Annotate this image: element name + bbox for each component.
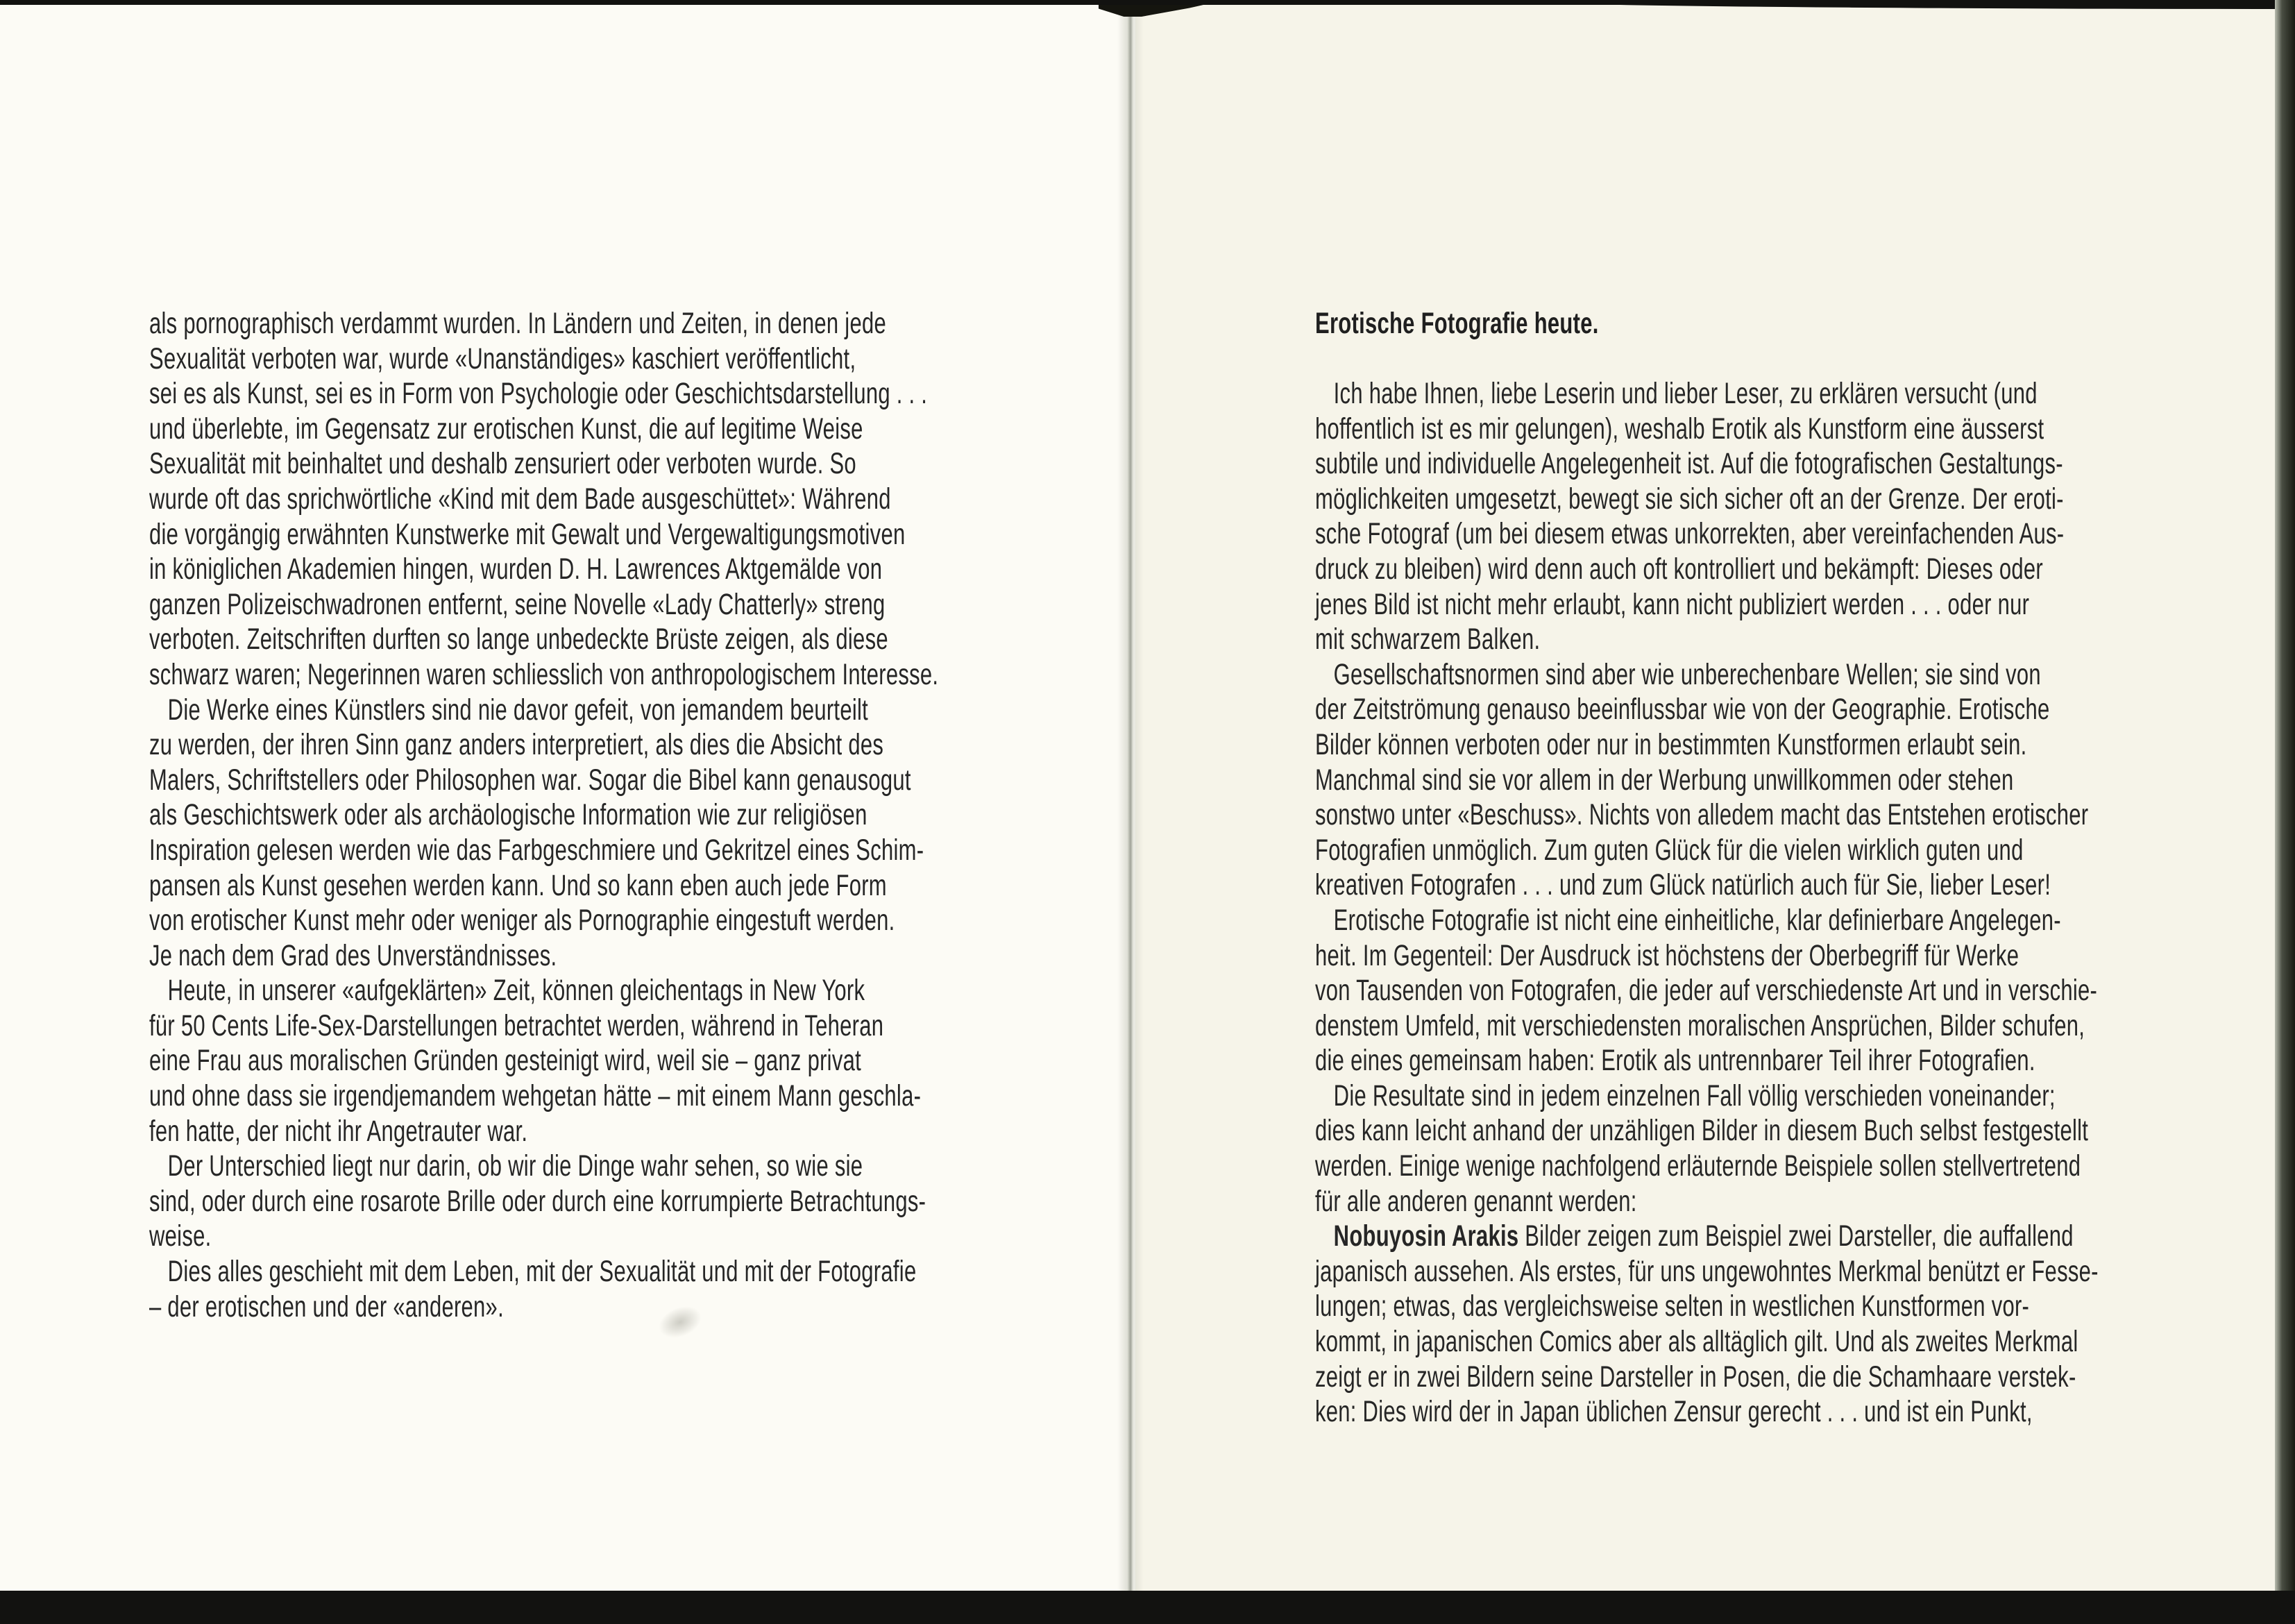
page-heading: Erotische Fotografie heute. [1315, 307, 1599, 340]
text-line: Heute, in unserer «aufgeklärten» Zeit, können gleichentags in New York [149, 974, 865, 1008]
scan-edge-right [2275, 0, 2295, 1624]
text-line: Der Unterschied liegt nur darin, ob wir die Dinge wahr sehen, so wie sie [149, 1149, 863, 1183]
text-line: Fotografien unmöglich. Zum guten Glück für die vielen wirklich guten und [1315, 833, 2024, 867]
text-line: ken: Dies wird der in Japan üblichen Zensur gerecht . . . und ist ein Punkt, [1315, 1395, 2033, 1429]
text-line: werden. Einige wenige nachfolgend erläuternde Beispiele sollen stellvertretend [1315, 1149, 2081, 1183]
text-line: Die Resultate sind in jedem einzelnen Fall völlig verschieden voneinander; [1315, 1079, 2056, 1113]
text-line: möglichkeiten umgesetzt, bewegt sie sich sicher oft an der Grenze. Der eroti- [1315, 482, 2064, 516]
text-line: als pornographisch verdammt wurden. In Ländern und Zeiten, in denen jede [149, 307, 886, 340]
text-line: die vorgängig erwähnten Kunstwerke mit Gewalt und Vergewaltigungsmotiven [149, 517, 906, 551]
text-line: der Zeitströmung genauso beeinflussbar wie von der Geographie. Erotische [1315, 693, 2050, 727]
text-line: Sexualität verboten war, wurde «Unanständiges» kaschiert veröffentlicht, [149, 341, 856, 375]
text-line: eine Frau aus moralischen Gründen gesteinigt wird, weil sie – ganz privat [149, 1044, 862, 1078]
text-line: sei es als Kunst, sei es in Form von Psychologie oder Geschichtsdarstellung . . . [149, 377, 928, 411]
scan-edge-bottom [0, 1591, 2295, 1624]
text-line: und überlebte, im Gegensatz zur erotischen Kunst, die auf legitime Weise [149, 412, 863, 446]
text-line: Gesellschaftsnormen sind aber wie unberechenbare Wellen; sie sind von [1315, 657, 2041, 691]
text-line: zeigt er in zwei Bildern seine Darsteller in Posen, die die Schamhaare verstek- [1315, 1360, 2076, 1394]
text-line: sind, oder durch eine rosarote Brille oder durch eine korrumpierte Betrachtungs- [149, 1184, 926, 1218]
text-line: schwarz waren; Negerinnen waren schliesslich von anthropologischem Interesse. [149, 657, 939, 691]
text-line: Die Werke eines Künstlers sind nie davor gefeit, von jemandem beurteilt [149, 693, 869, 727]
text-line: für 50 Cents Life-Sex-Darstellungen betrachtet werden, während in Teheran [149, 1008, 884, 1042]
text-line: kommt, in japanischen Comics aber als alltäglich gilt. Und als zweites Merkmal [1315, 1325, 2078, 1359]
text-line: von Tausenden von Fotografen, die jeder auf verschiedenste Art und in verschie- [1315, 974, 2098, 1008]
text-line: Sexualität mit beinhaltet und deshalb zensuriert oder verboten wurde. So [149, 447, 856, 481]
text-line: lungen; etwas, das vergleichsweise selten in westlichen Kunstformen vor- [1315, 1289, 2030, 1323]
text-line: mit schwarzem Balken. [1315, 623, 1541, 657]
text-line: druck zu bleiben) wird denn auch oft kontrolliert und bekämpft: Dieses oder [1315, 552, 2043, 586]
right-page-body [1315, 376, 2099, 1430]
text-line: Bilder können verboten oder nur in bestimmten Kunstformen erlaubt sein. [1315, 727, 2027, 761]
text-line: Erotische Fotografie ist nicht eine einheitliche, klar definierbare Angelegen- [1315, 903, 2061, 937]
text-line: subtile und individuelle Angelegenheit ist. Auf die fotografischen Gestaltungs- [1315, 447, 2063, 481]
text-line: – der erotischen und der «anderen». [149, 1289, 504, 1323]
text-line: als Geschichtswerk oder als archäologische Information wie zur religiösen [149, 798, 867, 832]
text-line: verboten. Zeitschriften durften so lange unbedeckte Brüste zeigen, als diese [149, 623, 888, 657]
text-line: weise. [149, 1219, 212, 1253]
text-line: dies kann leicht anhand der unzähligen Bilder in diesem Buch selbst festgestellt [1315, 1114, 2089, 1148]
text-line: Malers, Schriftstellers oder Philosophen war. Sogar die Bibel kann genausogut [149, 763, 911, 797]
text-line: Inspiration gelesen werden wie das Farbgeschmiere und Gekritzel eines Schim- [149, 833, 924, 867]
text-line: Dies alles geschieht mit dem Leben, mit der Sexualität und mit der Fotografie [149, 1255, 917, 1289]
text-line: Manchmal sind sie vor allem in der Werbung unwillkommen oder stehen [1315, 763, 2014, 797]
text-line: Je nach dem Grad des Unverständnisses. [149, 938, 557, 972]
text-line: kreativen Fotografen . . . und zum Glück natürlich auch für Sie, lieber Leser! [1315, 868, 2051, 902]
text-line: jenes Bild ist nicht mehr erlaubt, kann nicht publiziert werden . . . oder nur [1315, 587, 2030, 621]
text-line: heit. Im Gegenteil: Der Ausdruck ist höchstens der Oberbegriff für Werke [1315, 938, 2019, 972]
text-line: wurde oft das sprichwörtliche «Kind mit dem Bade ausgeschüttet»: Während [149, 482, 891, 516]
text-line: Ich habe Ihnen, liebe Leserin und lieber Leser, zu erklären versucht (und [1315, 377, 2038, 410]
text-line: japanisch aussehen. Als erstes, für uns ungewohntes Merkmal benützt er Fesse- [1315, 1254, 2099, 1288]
text-line: zu werden, der ihren Sinn ganz anders interpretiert, als dies die Absicht des [149, 728, 884, 762]
text-line: sche Fotograf (um bei diesem etwas unkorrekten, aber vereinfachenden Aus- [1315, 517, 2065, 551]
text-line: ganzen Polizeischwadronen entfernt, seine Novelle «Lady Chatterly» streng [149, 587, 886, 621]
text-line: für alle anderen genannt werden: [1315, 1184, 1637, 1218]
text-line: Nobuyosin Arakis Bilder zeigen zum Beispiel zwei Darsteller, die auffallend [1333, 1219, 2074, 1253]
text-line: pansen als Kunst gesehen werden kann. Und so kann eben auch jede Form [149, 868, 887, 902]
text-line: hoffentlich ist es mir gelungen), weshalb Erotik als Kunstform eine äusserst [1315, 412, 2044, 446]
text-line: in königlichen Akademien hingen, wurden D. H. Lawrences Aktgemälde von [149, 552, 883, 586]
text-line: denstem Umfeld, mit verschiedensten moralischen Ansprüchen, Bilder schufen, [1315, 1008, 2085, 1042]
text-line: und ohne dass sie irgendjemandem wehgetan hätte – mit einem Mann geschla- [149, 1079, 922, 1113]
text-line: fen hatte, der nicht ihr Angetrauter war. [149, 1114, 528, 1148]
text-line: von erotischer Kunst mehr oder weniger als Pornographie eingestuft werden. [149, 904, 895, 938]
text-line: sonstwo unter «Beschuss». Nichts von alledem macht das Entstehen erotischer [1315, 798, 2089, 832]
text-line: die eines gemeinsam haben: Erotik als untrennbarer Teil ihrer Fotografien. [1315, 1044, 2035, 1078]
left-page-text [149, 306, 938, 1324]
gutter-shadow [1117, 0, 1144, 1624]
